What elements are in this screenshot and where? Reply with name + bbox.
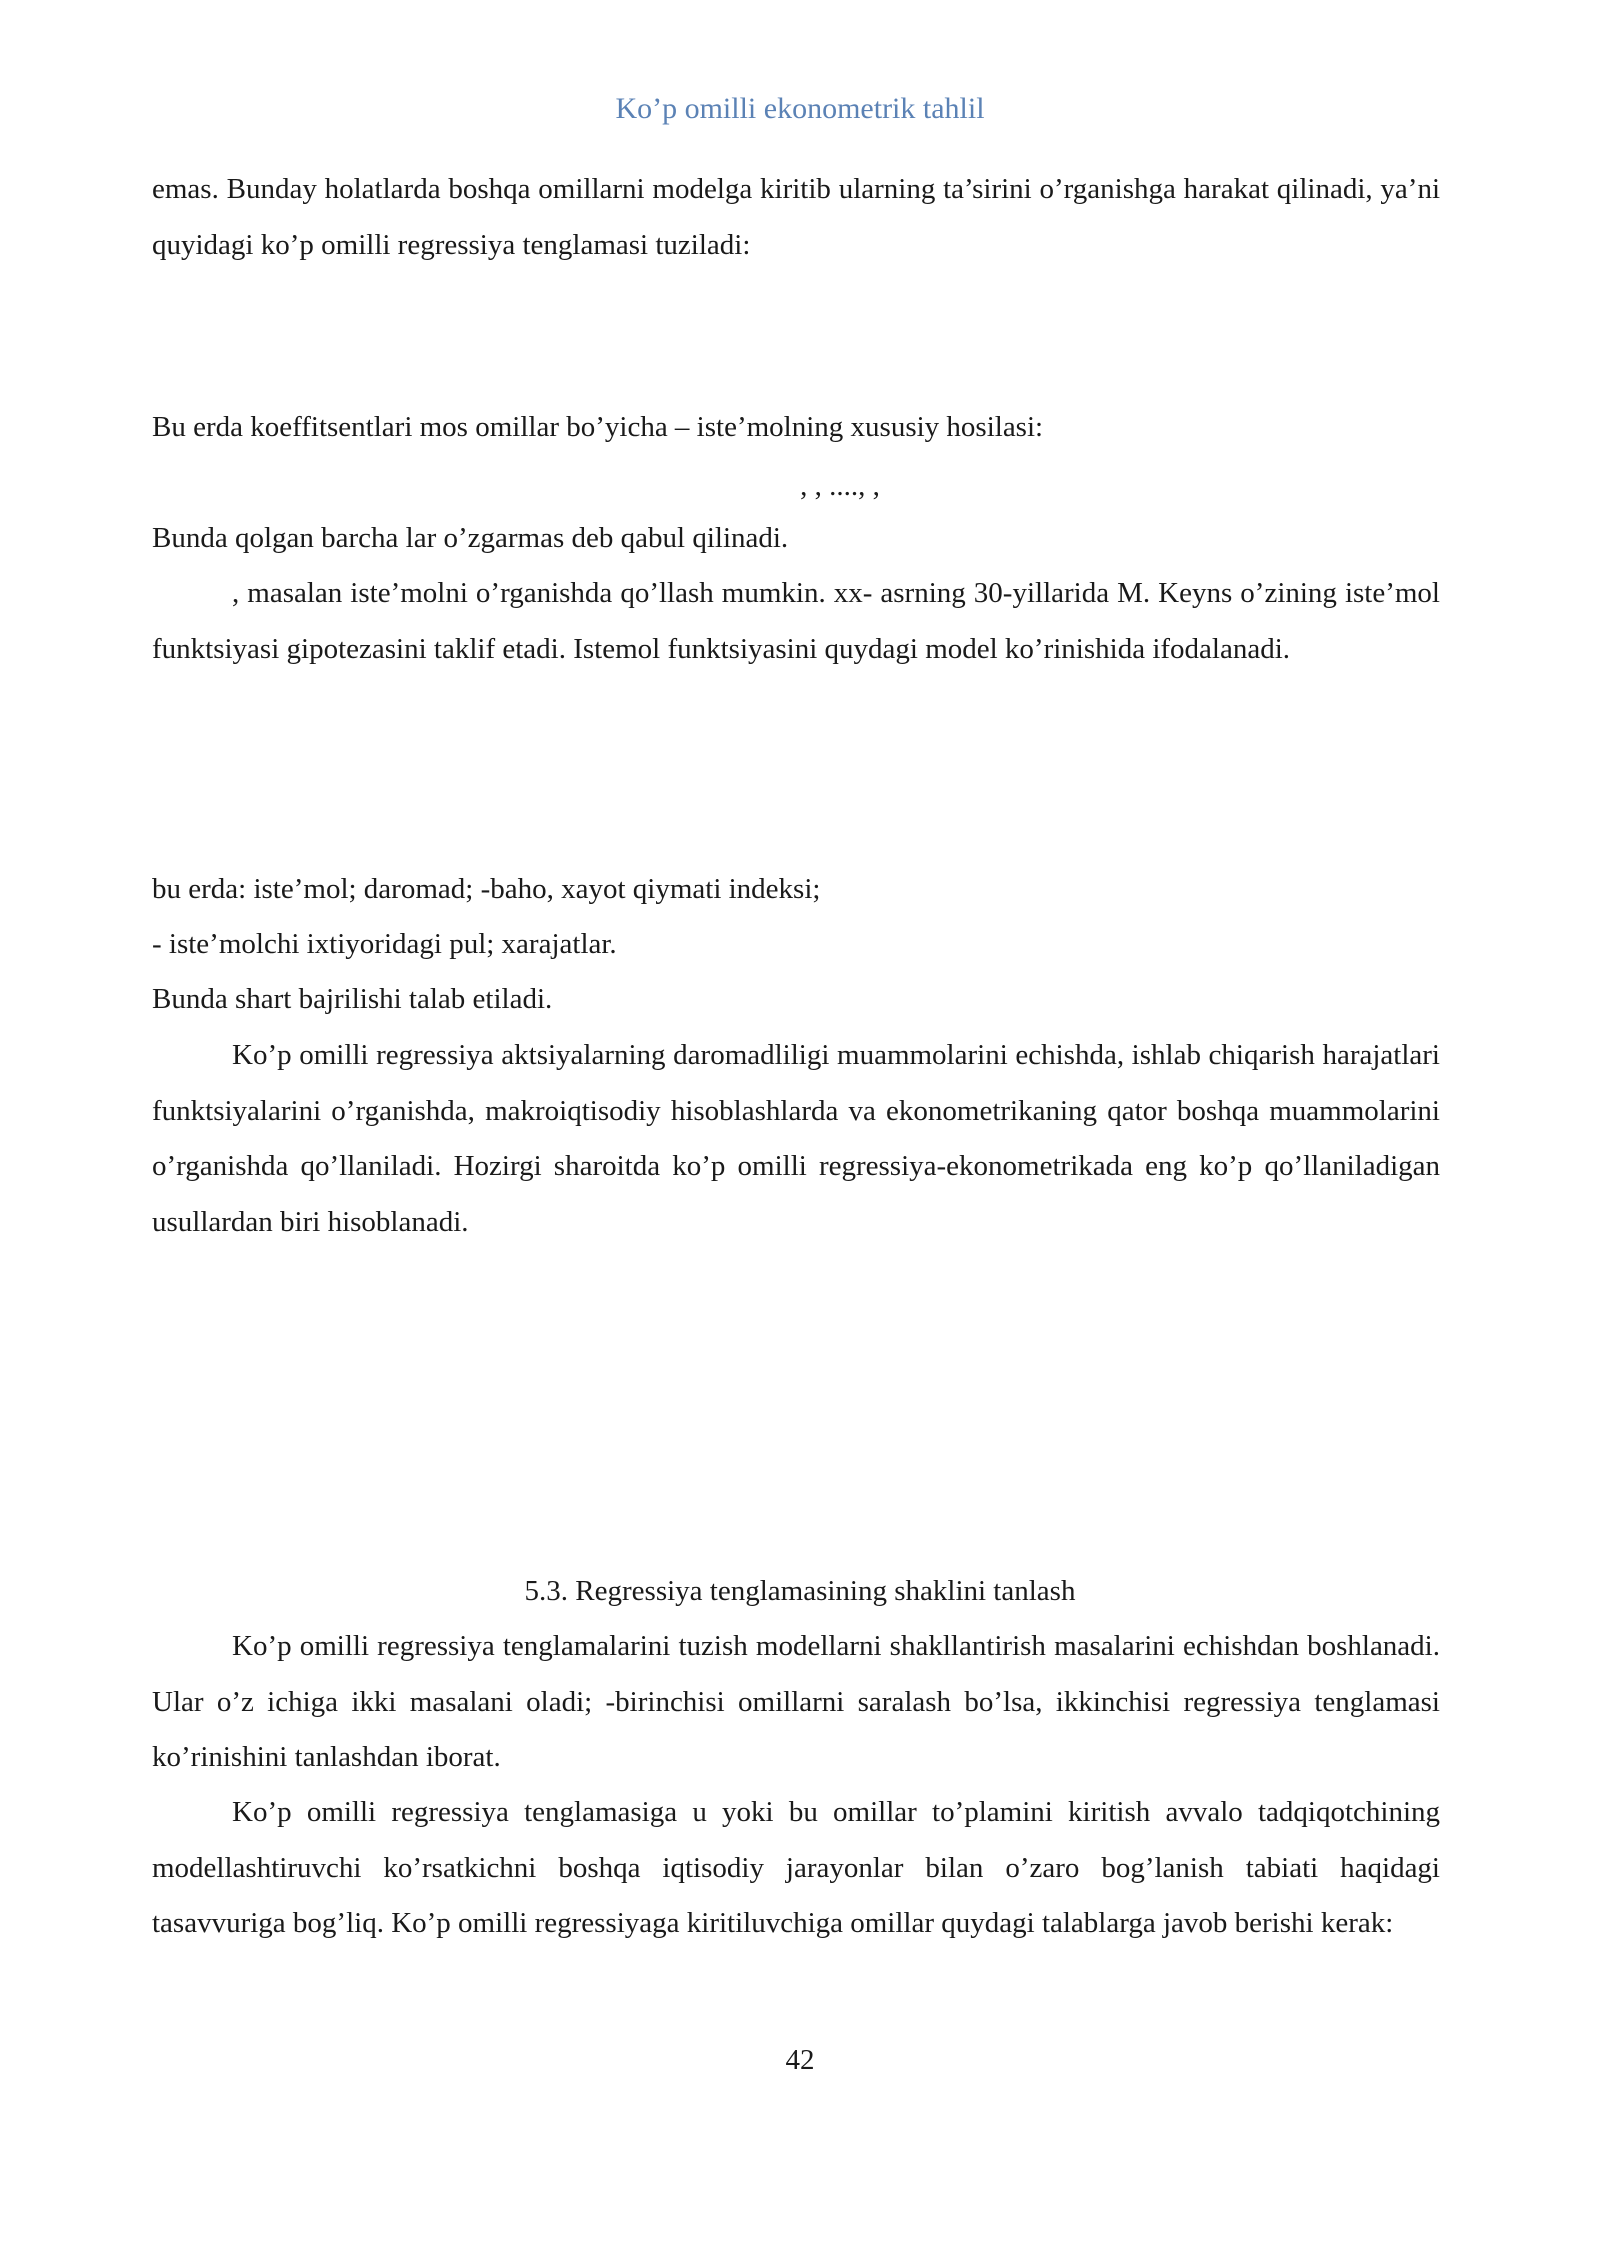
page-header-title: Ko’p omilli ekonometrik tahlil: [615, 92, 985, 125]
paragraph-applications: Ko’p omilli regressiya aktsiyalarning daromadliligi muammolarini echishda, ishlab chiqarish harajatlari funktsiyalarini o’rganishda, makroiqtisodiy hisoblashlarda va ekonometrikaning qator boshqa muammolarini o’rganishda qo’llaniladi. Hozirgi sharoitda ko’p omilli regressiya-ekonometrikada eng ko’p qo’llaniladigan usullardan biri hisoblanadi.: [152, 1039, 1440, 1238]
section-paragraph-2: Ko’p omilli regressiya tenglamasiga u yoki bu omillar to’plamini kiritish avvalo tadqiqotchining modellashtiruvchi ko’rsatkichni boshqa iqtisodiy jarayonlar bilan o’zaro bog’lanish tabiati haqidagi tasavvuriga bog’liq. Ko’p omilli regressiyaga kiritiluvchiga omillar quydagi talablarga javob berishi kerak:: [152, 1796, 1440, 1939]
page-number: 42: [785, 2044, 815, 2076]
paragraph-constants: Bunda qolgan barcha lar o’zgarmas deb qabul qilinadi.: [152, 522, 789, 554]
paragraph-keynes: , masalan iste’molni o’rganishda qo’llash mumkin. xx- asrning 30-yillarida M. Keyns o’zining iste’mol funktsiyasi gipotezasini taklif etadi. Istemol funktsiyasini quydagi model ko’rinishida ifodalanadi.: [152, 577, 1440, 665]
section-paragraph-1: Ko’p omilli regressiya tenglamalarini tuzish modellarni shakllantirish masalarini echishdan boshlanadi. Ular o’z ichiga ikki masalani oladi; -birinchisi omillarni saralash bo’lsa, ikkinchisi regressiya tenglamasi ko’rinishini tanlashdan iborat.: [152, 1630, 1440, 1773]
section-title: 5.3. Regressiya tenglamasining shaklini tanlash: [524, 1575, 1076, 1607]
formula-fragment: , , ...., ,: [800, 470, 880, 502]
paragraph-condition: Bunda shart bajrilishi talab etiladi.: [152, 983, 553, 1015]
paragraph-intro: emas. Bunday holatlarda boshqa omillarni modelga kiritib ularning ta’sirini o’rganishga harakat qilinadi, ya’ni quyidagi ko’p omilli regressiya tenglamasi tuziladi:: [152, 173, 1440, 261]
paragraph-coefficients: Bu erda koeffitsentlari mos omillar bo’yicha – iste’molning xususiy hosilasi:: [152, 411, 1044, 443]
paragraph-money: - iste’molchi ixtiyoridagi pul; xarajatlar.: [152, 928, 617, 960]
paragraph-definitions: bu erda: iste’mol; daromad; -baho, xayot qiymati indeksi;: [152, 873, 821, 905]
